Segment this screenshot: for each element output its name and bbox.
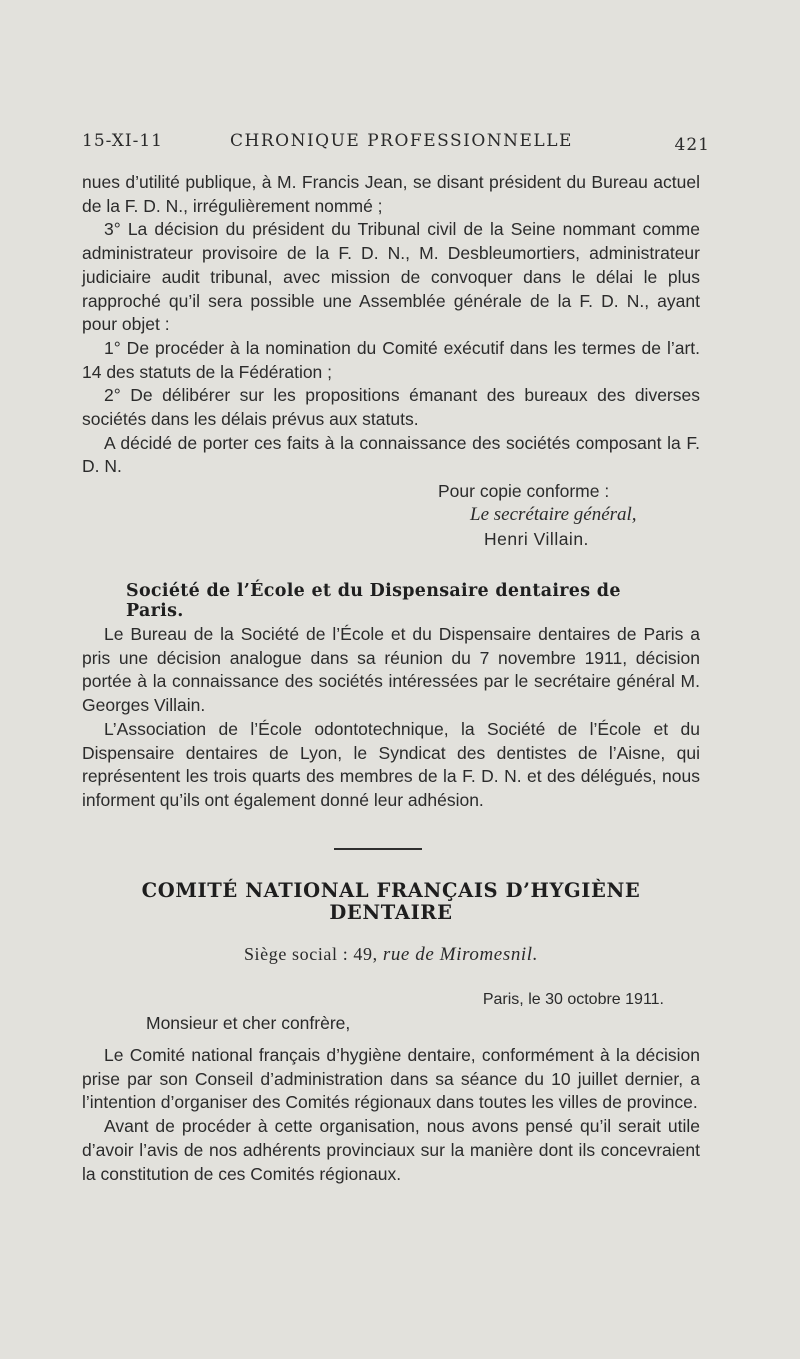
head-office-label: Siège social : 49, [243,944,378,964]
letter-date: Paris, le 30 octobre 1911. [482,991,664,1008]
paragraph: 1° De procéder à la nomination du Comité exécutif dans les termes de l’art. 14 des statuts de la Fédération ; [82,337,700,382]
header-date: 15-XI-11 [82,131,163,151]
section-heading: Société de l’École et du Dispensaire dentaires de Paris. [126,581,621,621]
page-number: 421 [674,135,710,155]
signature-line-2: Le secrétaire général, [470,504,637,525]
paragraph: 2° De délibérer sur les propositions émanant des bureaux des diverses sociétés dans les délais prévus aux statuts. [82,385,700,430]
signature-line-1: Pour copie conforme : [438,481,610,501]
section-3-text [82,1044,700,1186]
committee-heading-line-2: DENTAIRE [329,901,453,924]
section-2-text [82,623,700,813]
paragraph: A décidé de porter ces faits à la connaissance des sociétés composant la F. D. N. [82,432,700,477]
divider [334,848,422,850]
paragraph: Le Comité national français d’hygiène dentaire, conformément à la décision prise par son Conseil d’administration dans sa séance du 10 juillet dernier, a l’intention d’organiser des Comités régionaux dans toutes les villes de province. [82,1045,700,1113]
section-1-text [82,171,700,479]
paragraph: 3° La décision du président du Tribunal civil de la Seine nommant comme administrateur provisoire de la F. D. N., M. Desbleumortiers, administrateur judiciaire audit tribunal, avec mission de convoquer dans le délai le plus rapproché qu’il sera possible une Assemblée générale de la F. D. N., ayant pour objet : [82,219,700,335]
paragraph: Avant de procéder à cette organisation, nous avons pensé qu’il serait utile d’avoir l’avis de nos adhérents provinciaux sur la manière dont ils concevraient la constitution de ces Comités régionaux. [82,1116,700,1184]
paragraph: Le Bureau de la Société de l’École et du Dispensaire dentaires de Paris a pris une décision analogue dans sa réunion du 7 novembre 1911, décision portée à la connaissance des sociétés intéressées par le secrétaire général M. Georges Villain. [82,624,700,716]
head-office-address: rue de Miromesnil. [382,944,539,965]
running-header [82,131,710,155]
signature-name: Henri Villain. [484,529,589,549]
committee-heading-line-1: COMITÉ NATIONAL FRANÇAIS D’HYGIÈNE [141,879,641,902]
header-title: CHRONIQUE PROFESSIONNELLE [230,131,573,151]
signature-block [438,479,637,551]
letter-salutation: Monsieur et cher confrère, [146,1013,351,1033]
paragraph: nues d’utilité publique, à M. Francis Jean, se disant président du Bureau actuel de la F. D. N., irrégulièrement nommé ; [82,172,700,216]
paragraph: L’Association de l’École odontotechnique, la Société de l’École et du Dispensaire dentaires de Lyon, le Syndicat des dentistes de l’Aisne, qui représentent les trois quarts des membres de la F. D. N. et des délégués, nous informent qu’ils ont également donné leur adhésion. [82,718,700,810]
committee-heading [82,880,700,924]
head-office-line [82,944,700,966]
